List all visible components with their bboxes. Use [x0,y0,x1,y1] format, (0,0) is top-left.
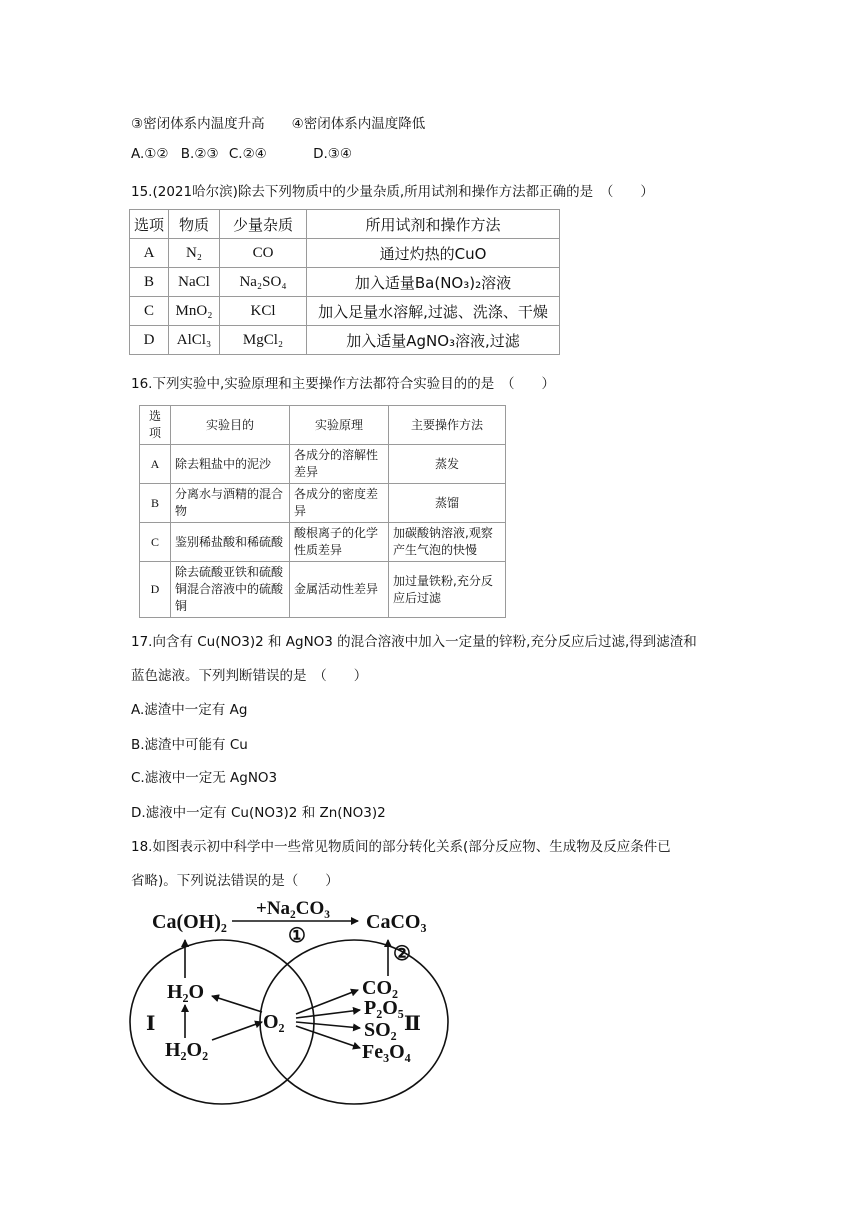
q15-cell-method: 加入足量水溶解,过滤、洗涤、干燥 [307,297,560,326]
q14-choice-d: D.③④ [313,146,352,162]
q17-stem-line2: 蓝色滤液。下列判断错误的是 （ ） [131,668,368,684]
label-region-i: Ⅰ [146,1013,156,1035]
q16-cell-method: 加碳酸钠溶液,观察产生气泡的快慢 [389,523,506,562]
q15-cell-impurity: Na₂SO₄ [220,268,307,297]
q18-stem-line2: 省略)。下列说法错误的是（ ） [131,873,339,889]
q16-cell-method: 加过量铁粉,充分反应后过滤 [389,562,506,618]
q16-cell-purpose: 分离水与酒精的混合物 [171,484,290,523]
q16-cell-method: 蒸馏 [389,484,506,523]
q16-cell-principle: 各成分的密度差异 [290,484,389,523]
q16-cell-option: C [140,523,171,562]
q15-cell-method: 加入适量AgNO₃溶液,过滤 [307,326,560,355]
q15-cell-method: 加入适量Ba(NO₃)₂溶液 [307,268,560,297]
q15-cell-option: C [130,297,169,326]
q16-cell-principle: 酸根离子的化学性质差异 [290,523,389,562]
q14-options-line: ③密闭体系内温度升高 ④密闭体系内温度降低 [131,116,426,132]
label-o2: O₂ [263,1011,285,1033]
q16-cell-method: 蒸发 [389,445,506,484]
q16-header-option: 选项 [140,406,171,445]
q14-choice-c: C.②④ [228,146,267,162]
q15-header-row [130,210,560,239]
q15-cell-substance: AlCl₃ [169,326,220,355]
arrow-o2-to-p2o5 [296,1010,360,1018]
q16-cell-principle: 金属活动性差异 [290,562,389,618]
q15-header-substance: 物质 [169,210,220,239]
label-co2: CO₂ [362,977,398,999]
q18-stem-line1: 18.如图表示初中科学中一些常见物质间的部分转化关系(部分反应物、生成物及反应条件已 [131,839,671,855]
q16-cell-option: D [140,562,171,618]
q15-header-impurity: 少量杂质 [220,210,307,239]
region-ii-ellipse [260,940,448,1104]
label-reagent: +Na₂CO₃ [256,898,330,919]
table-row [140,523,506,562]
q14-choice-b: B.②③ [180,146,219,162]
q16-table [139,405,506,618]
q15-cell-substance: MnO₂ [169,297,220,326]
q15-header-option: 选项 [130,210,169,239]
label-fe3o4: Fe₃O₄ [362,1041,411,1063]
arrow-o2-to-h2o [212,996,262,1012]
q15-stem: 15.(2021哈尔滨)除去下列物质中的少量杂质,所用试剂和操作方法都正确的是 （ ） [131,184,654,200]
table-row [140,484,506,523]
q15-cell-option: B [130,268,169,297]
q16-cell-option: A [140,445,171,484]
table-row [140,445,506,484]
region-i-ellipse [130,940,314,1104]
q16-stem: 16.下列实验中,实验原理和主要操作方法都符合实验目的的是 （ ） [131,376,556,392]
table-row [140,562,506,618]
table-row [130,239,560,268]
q16-header-purpose: 实验目的 [171,406,290,445]
q16-header-row [140,406,506,445]
q16-cell-purpose: 除去硫酸亚铁和硫酸铜混合溶液中的硫酸铜 [171,562,290,618]
table-row [130,326,560,355]
q15-table [129,209,560,355]
q15-header-method: 所用试剂和操作方法 [307,210,560,239]
q17-option-c: C.滤液中一定无 AgNO3 [131,770,278,786]
table-row [130,268,560,297]
q14-choices [131,146,352,162]
label-so2: SO₂ [364,1019,397,1041]
q17-option-b: B.滤渣中可能有 Cu [131,737,248,753]
q16-cell-purpose: 除去粗盐中的泥沙 [171,445,290,484]
label-step-2: ② [393,943,411,965]
label-h2o: H₂O [167,981,205,1003]
q15-cell-impurity: CO [220,239,307,268]
q16-cell-purpose: 鉴别稀盐酸和稀硫酸 [171,523,290,562]
q16-cell-option: B [140,484,171,523]
q17-option-a: A.滤渣中一定有 Ag [131,702,248,718]
label-step-1: ① [288,925,306,947]
q15-cell-option: A [130,239,169,268]
label-p2o5: P₂O₅ [364,997,404,1019]
label-caoh2: Ca(OH)₂ [152,911,227,933]
label-region-ii: Ⅱ [404,1013,421,1035]
q15-cell-option: D [130,326,169,355]
arrow-o2-to-fe3o4 [296,1026,360,1048]
q14-choice-a: A.①② [131,146,169,162]
label-h2o2: H₂O₂ [165,1039,209,1061]
arrow-h2o2-to-o2 [212,1022,262,1040]
table-row [130,297,560,326]
q15-cell-impurity: KCl [220,297,307,326]
q15-cell-substance: N₂ [169,239,220,268]
label-caco3: CaCO₃ [366,911,427,933]
q16-cell-principle: 各成分的溶解性差异 [290,445,389,484]
q15-cell-impurity: MgCl₂ [220,326,307,355]
q17-stem-line1: 17.向含有 Cu(NO3)2 和 AgNO3 的混合溶液中加入一定量的锌粉,充分反应后过滤,得到滤渣和 [131,634,697,650]
q15-cell-method: 通过灼热的CuO [307,239,560,268]
arrow-o2-to-co2 [296,990,358,1014]
q15-cell-substance: NaCl [169,268,220,297]
q17-option-d: D.滤液中一定有 Cu(NO3)2 和 Zn(NO3)2 [131,805,386,821]
arrow-o2-to-so2 [296,1022,360,1028]
q16-header-principle: 实验原理 [290,406,389,445]
q16-header-method: 主要操作方法 [389,406,506,445]
